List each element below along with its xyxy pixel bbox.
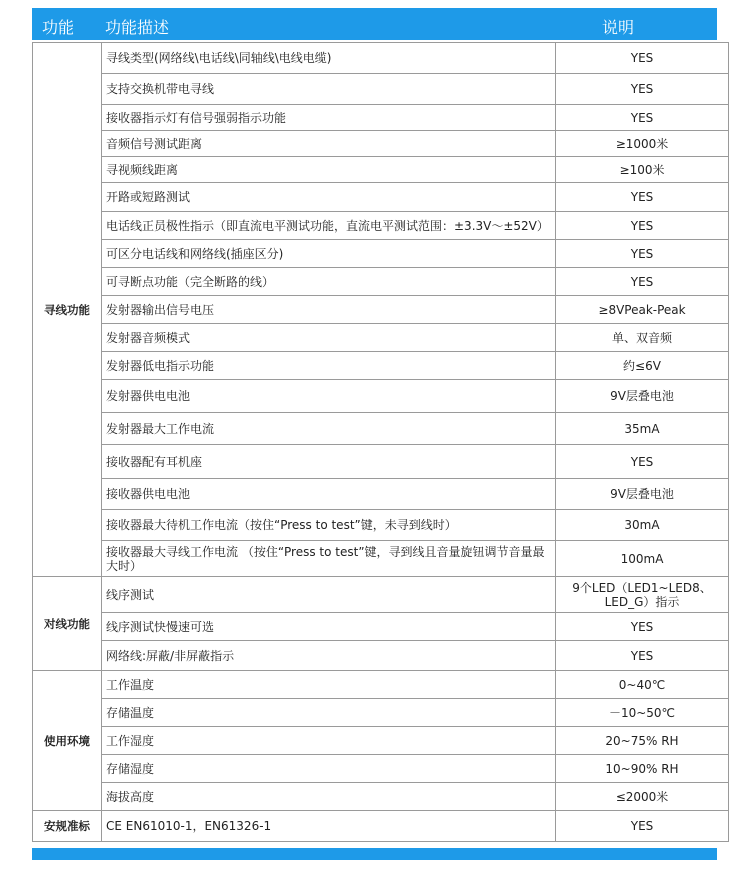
feature-value: 0~40℃ bbox=[556, 671, 729, 699]
feature-description: 发射器音频模式 bbox=[102, 324, 556, 352]
feature-value: ≤2000米 bbox=[556, 783, 729, 811]
table-row bbox=[33, 811, 729, 842]
table-row bbox=[33, 445, 729, 479]
feature-description: 可区分电话线和网络线(插座区分) bbox=[102, 240, 556, 268]
feature-description: CE EN61010-1，EN61326-1 bbox=[102, 811, 556, 842]
feature-value: YES bbox=[556, 240, 729, 268]
feature-value: －10~50℃ bbox=[556, 699, 729, 727]
table-row bbox=[33, 783, 729, 811]
feature-value: YES bbox=[556, 613, 729, 641]
table-row bbox=[33, 212, 729, 240]
feature-description: 线序测试 bbox=[102, 577, 556, 613]
feature-description: 接收器配有耳机座 bbox=[102, 445, 556, 479]
header-function: 功能 bbox=[42, 18, 75, 37]
category-cell: 对线功能 bbox=[33, 577, 102, 671]
table-row bbox=[33, 727, 729, 755]
feature-value: YES bbox=[556, 268, 729, 296]
feature-value: 9个LED（LED1~LED8、LED_G）指示 bbox=[556, 577, 729, 613]
feature-value: 9V层叠电池 bbox=[556, 380, 729, 413]
feature-description: 发射器供电电池 bbox=[102, 380, 556, 413]
feature-description: 接收器最大寻线工作电流 （按住“Press to test”键，寻到线且音量旋钮调节音量最大时） bbox=[102, 541, 556, 577]
table-row bbox=[33, 380, 729, 413]
feature-value: 20~75% RH bbox=[556, 727, 729, 755]
category-cell: 安规准标 bbox=[33, 811, 102, 842]
feature-description: 线序测试快慢速可选 bbox=[102, 613, 556, 641]
feature-description: 发射器低电指示功能 bbox=[102, 352, 556, 380]
feature-value: 单、双音频 bbox=[556, 324, 729, 352]
header-notes: 说明 bbox=[602, 18, 635, 37]
feature-description: 存储温度 bbox=[102, 699, 556, 727]
table-row bbox=[33, 157, 729, 183]
table-row bbox=[33, 352, 729, 380]
table-row bbox=[33, 183, 729, 212]
category-cell: 使用环境 bbox=[33, 671, 102, 811]
feature-description: 工作温度 bbox=[102, 671, 556, 699]
feature-value: YES bbox=[556, 212, 729, 240]
table-row bbox=[33, 641, 729, 671]
table-header bbox=[32, 8, 717, 40]
table-row bbox=[33, 577, 729, 613]
table-row bbox=[33, 671, 729, 699]
feature-value: YES bbox=[556, 74, 729, 105]
table-row bbox=[33, 510, 729, 541]
header-description: 功能描述 bbox=[105, 18, 170, 37]
table-row bbox=[33, 105, 729, 131]
feature-description: 支持交换机带电寻线 bbox=[102, 74, 556, 105]
feature-value: ≥100米 bbox=[556, 157, 729, 183]
table-row bbox=[33, 613, 729, 641]
feature-value: YES bbox=[556, 43, 729, 74]
feature-value: 100mA bbox=[556, 541, 729, 577]
feature-description: 存储湿度 bbox=[102, 755, 556, 783]
feature-description: 寻视频线距离 bbox=[102, 157, 556, 183]
table-row bbox=[33, 324, 729, 352]
table-row bbox=[33, 541, 729, 577]
table-row bbox=[33, 268, 729, 296]
feature-value: 35mA bbox=[556, 413, 729, 445]
feature-description: 开路或短路测试 bbox=[102, 183, 556, 212]
feature-value: 9V层叠电池 bbox=[556, 479, 729, 510]
feature-value: YES bbox=[556, 105, 729, 131]
footer-bar bbox=[32, 848, 717, 860]
feature-value: 约≤6V bbox=[556, 352, 729, 380]
feature-description: 接收器指示灯有信号强弱指示功能 bbox=[102, 105, 556, 131]
feature-value: ≥8VPeak-Peak bbox=[556, 296, 729, 324]
table-row bbox=[33, 240, 729, 268]
table-row bbox=[33, 43, 729, 74]
feature-description: 音频信号测试距离 bbox=[102, 131, 556, 157]
table-row bbox=[33, 131, 729, 157]
table-row bbox=[33, 699, 729, 727]
feature-value: YES bbox=[556, 445, 729, 479]
feature-description: 可寻断点功能（完全断路的线） bbox=[102, 268, 556, 296]
spec-sheet bbox=[32, 8, 717, 860]
feature-description: 海拔高度 bbox=[102, 783, 556, 811]
feature-value: YES bbox=[556, 183, 729, 212]
feature-value: YES bbox=[556, 811, 729, 842]
feature-description: 接收器供电电池 bbox=[102, 479, 556, 510]
feature-value: YES bbox=[556, 641, 729, 671]
table-row bbox=[33, 413, 729, 445]
feature-value: ≥1000米 bbox=[556, 131, 729, 157]
feature-description: 发射器最大工作电流 bbox=[102, 413, 556, 445]
feature-value: 10~90% RH bbox=[556, 755, 729, 783]
table-row bbox=[33, 479, 729, 510]
category-cell: 寻线功能 bbox=[33, 43, 102, 577]
table-row bbox=[33, 755, 729, 783]
feature-description: 寻线类型(网络线\电话线\同轴线\电线电缆) bbox=[102, 43, 556, 74]
feature-description: 发射器输出信号电压 bbox=[102, 296, 556, 324]
feature-description: 电话线正员极性指示（即直流电平测试功能，直流电平测试范围：±3.3V～±52V） bbox=[102, 212, 556, 240]
spec-table bbox=[32, 42, 729, 842]
table-row bbox=[33, 74, 729, 105]
feature-description: 网络线:屏蔽/非屏蔽指示 bbox=[102, 641, 556, 671]
feature-description: 接收器最大待机工作电流（按住“Press to test”键，未寻到线时） bbox=[102, 510, 556, 541]
table-row bbox=[33, 296, 729, 324]
feature-value: 30mA bbox=[556, 510, 729, 541]
feature-description: 工作湿度 bbox=[102, 727, 556, 755]
